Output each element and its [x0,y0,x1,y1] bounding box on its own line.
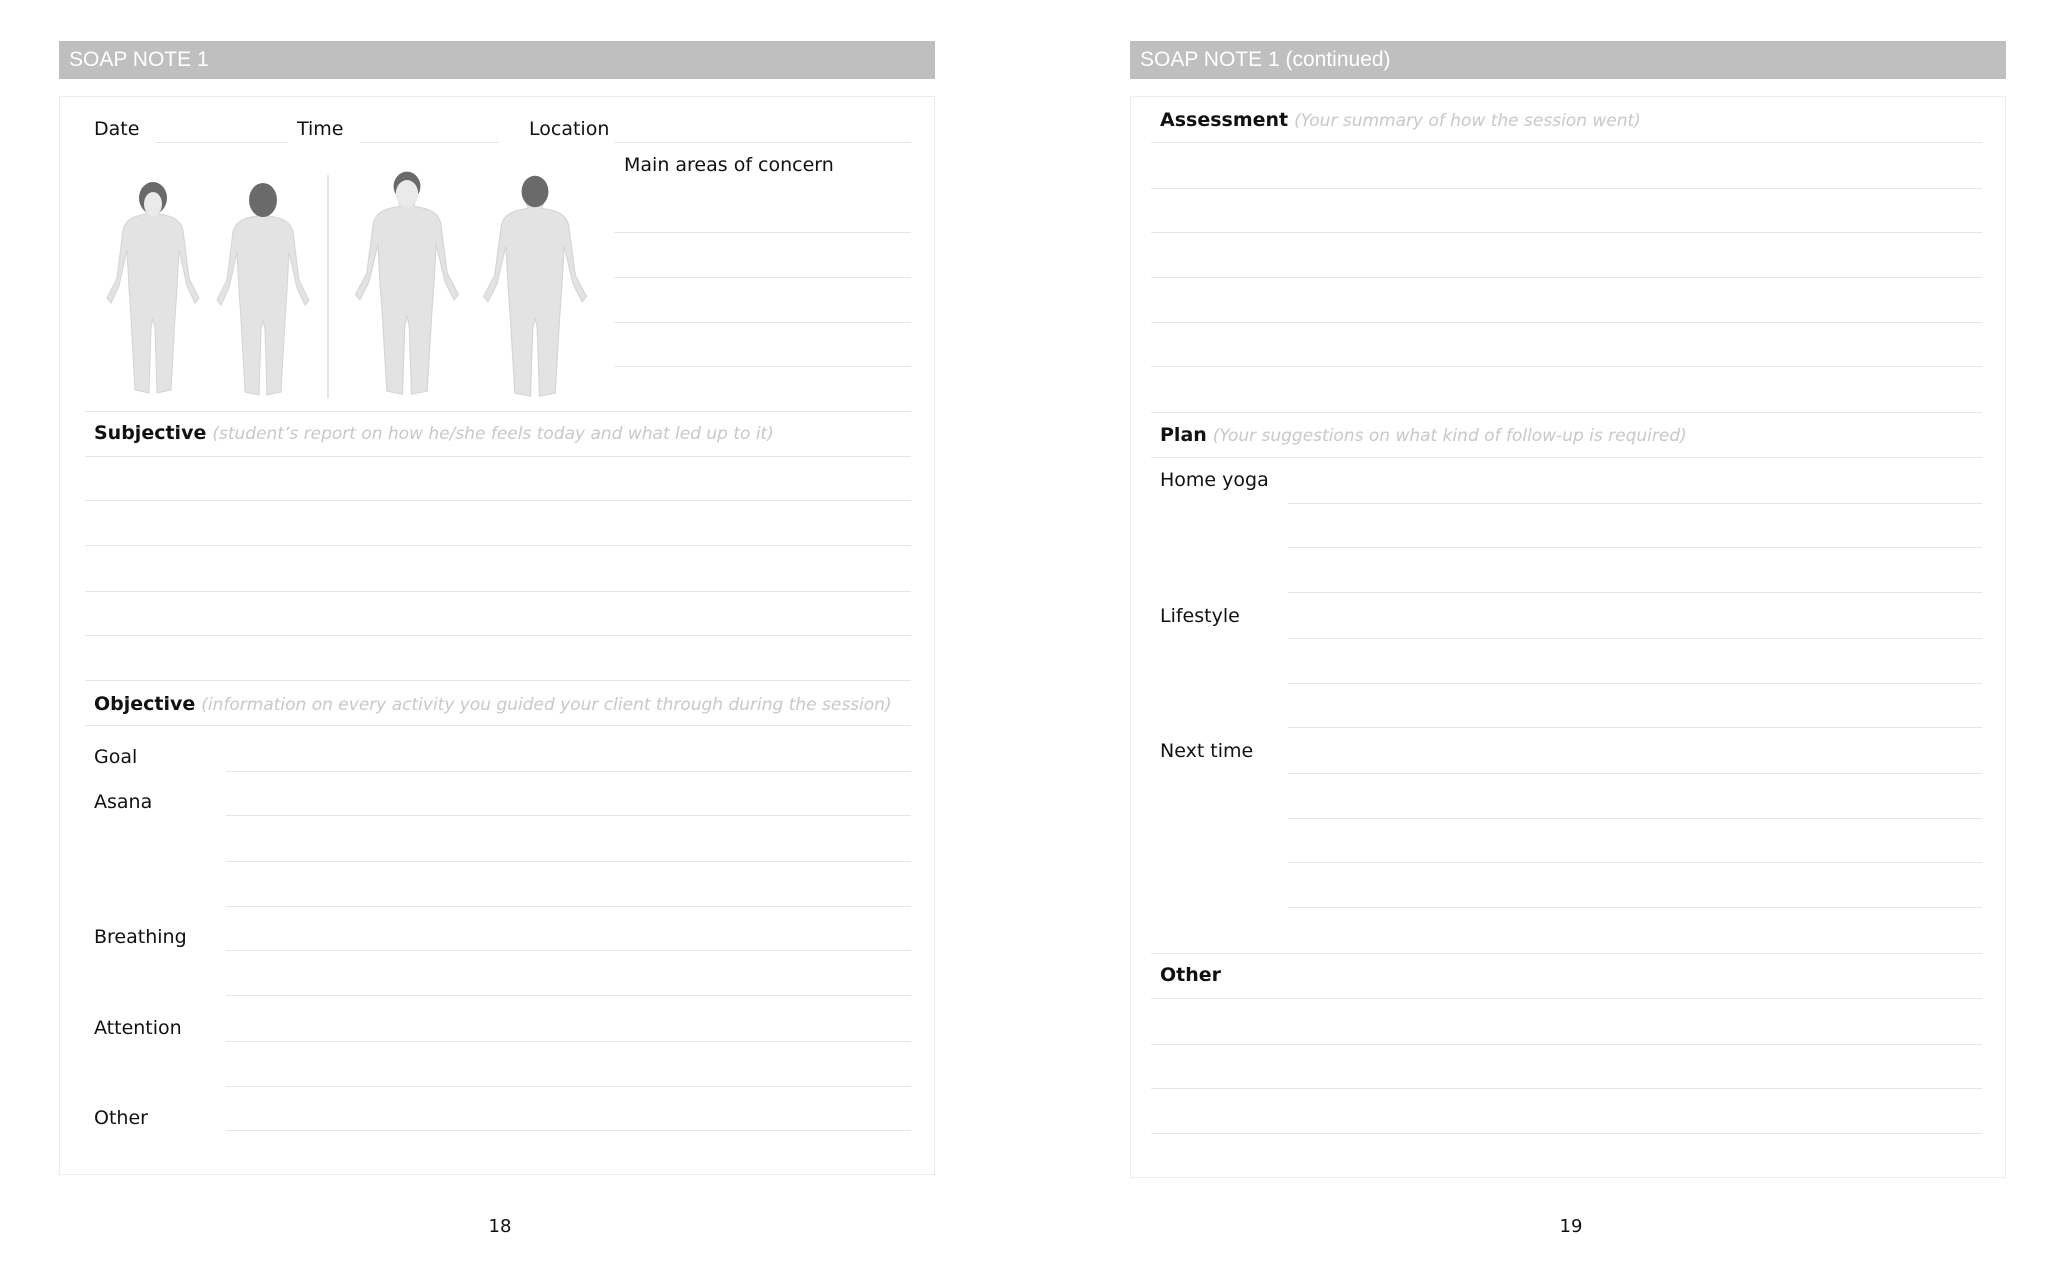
writing-line[interactable] [1288,547,1982,548]
subjective-heading: Subjective (student’s report on how he/she feels today and what led up to it) [94,422,774,444]
writing-line[interactable] [614,232,911,233]
subjective-hint: (student’s report on how he/she feels today and what led up to it) [212,424,774,444]
writing-line[interactable] [1151,953,1982,954]
writing-line[interactable] [1151,1133,1982,1134]
writing-line[interactable] [85,635,911,636]
right-page-header: SOAP NOTE 1 (continued) [1130,41,2006,79]
assessment-heading: Assessment (Your summary of how the session went) [1160,109,1641,131]
breathing-label: Breathing [94,926,187,948]
writing-line[interactable] [85,545,911,546]
writing-line[interactable] [1288,818,1982,819]
page-number-right: 19 [1559,1216,1583,1237]
writing-line[interactable] [226,950,911,951]
female-front-figure [107,182,199,393]
other-heading-right: Other [1160,964,1222,986]
writing-line[interactable] [226,906,911,907]
writing-line[interactable] [1151,1088,1982,1089]
plan-hint: (Your suggestions on what kind of follow-up is required) [1212,426,1687,446]
writing-line[interactable] [1288,592,1982,593]
next-time-label: Next time [1160,740,1254,762]
writing-line[interactable] [1151,188,1982,189]
home-yoga-label: Home yoga [1160,469,1269,491]
writing-line[interactable] [614,366,911,367]
body-chart-figures [95,168,605,403]
male-back-figure [483,176,586,397]
writing-line[interactable] [1288,727,1982,728]
objective-hint: (information on every activity you guided your client through during the session) [201,695,892,715]
writing-line[interactable] [226,771,911,772]
lifestyle-label: Lifestyle [1160,605,1240,627]
writing-line[interactable] [226,1130,911,1131]
writing-line[interactable] [1151,412,1982,413]
plan-heading: Plan (Your suggestions on what kind of follow-up is required) [1160,424,1687,446]
writing-line[interactable] [1288,683,1982,684]
goal-label: Goal [94,746,138,768]
writing-line[interactable] [360,142,499,143]
writing-line[interactable] [85,591,911,592]
writing-line[interactable] [85,680,911,681]
writing-line[interactable] [226,861,911,862]
writing-line[interactable] [85,725,911,726]
writing-line[interactable] [1288,773,1982,774]
assessment-hint: (Your summary of how the session went) [1294,111,1641,131]
page-number-left: 18 [488,1216,512,1237]
time-label: Time [297,118,344,140]
location-label: Location [529,118,610,140]
female-back-figure [217,183,309,395]
attention-label: Attention [94,1017,182,1039]
concern-label: Main areas of concern [624,154,834,176]
male-front-figure [355,172,458,395]
other-label-left: Other [94,1107,148,1129]
writing-line[interactable] [1151,142,1982,143]
date-label: Date [94,118,140,140]
writing-line[interactable] [226,1086,911,1087]
writing-line[interactable] [1288,638,1982,639]
writing-line[interactable] [1151,457,1982,458]
writing-line[interactable] [85,500,911,501]
writing-line[interactable] [614,322,911,323]
writing-line[interactable] [226,995,911,996]
right-form-box [1130,96,2006,1178]
writing-line[interactable] [85,411,911,412]
writing-line[interactable] [1288,907,1982,908]
writing-line[interactable] [1288,862,1982,863]
objective-heading: Objective (information on every activity you guided your client through during the session) [94,693,892,715]
writing-line[interactable] [226,1041,911,1042]
writing-line[interactable] [1151,232,1982,233]
left-page-header: SOAP NOTE 1 [59,41,935,79]
writing-line[interactable] [85,456,911,457]
writing-line[interactable] [1151,277,1982,278]
asana-label: Asana [94,791,153,813]
writing-line[interactable] [614,277,911,278]
writing-line[interactable] [614,142,911,143]
writing-line[interactable] [1151,1044,1982,1045]
writing-line[interactable] [226,815,911,816]
writing-line[interactable] [1288,503,1982,504]
writing-line[interactable] [155,142,288,143]
writing-line[interactable] [1151,998,1982,999]
writing-line[interactable] [1151,366,1982,367]
writing-line[interactable] [1151,322,1982,323]
